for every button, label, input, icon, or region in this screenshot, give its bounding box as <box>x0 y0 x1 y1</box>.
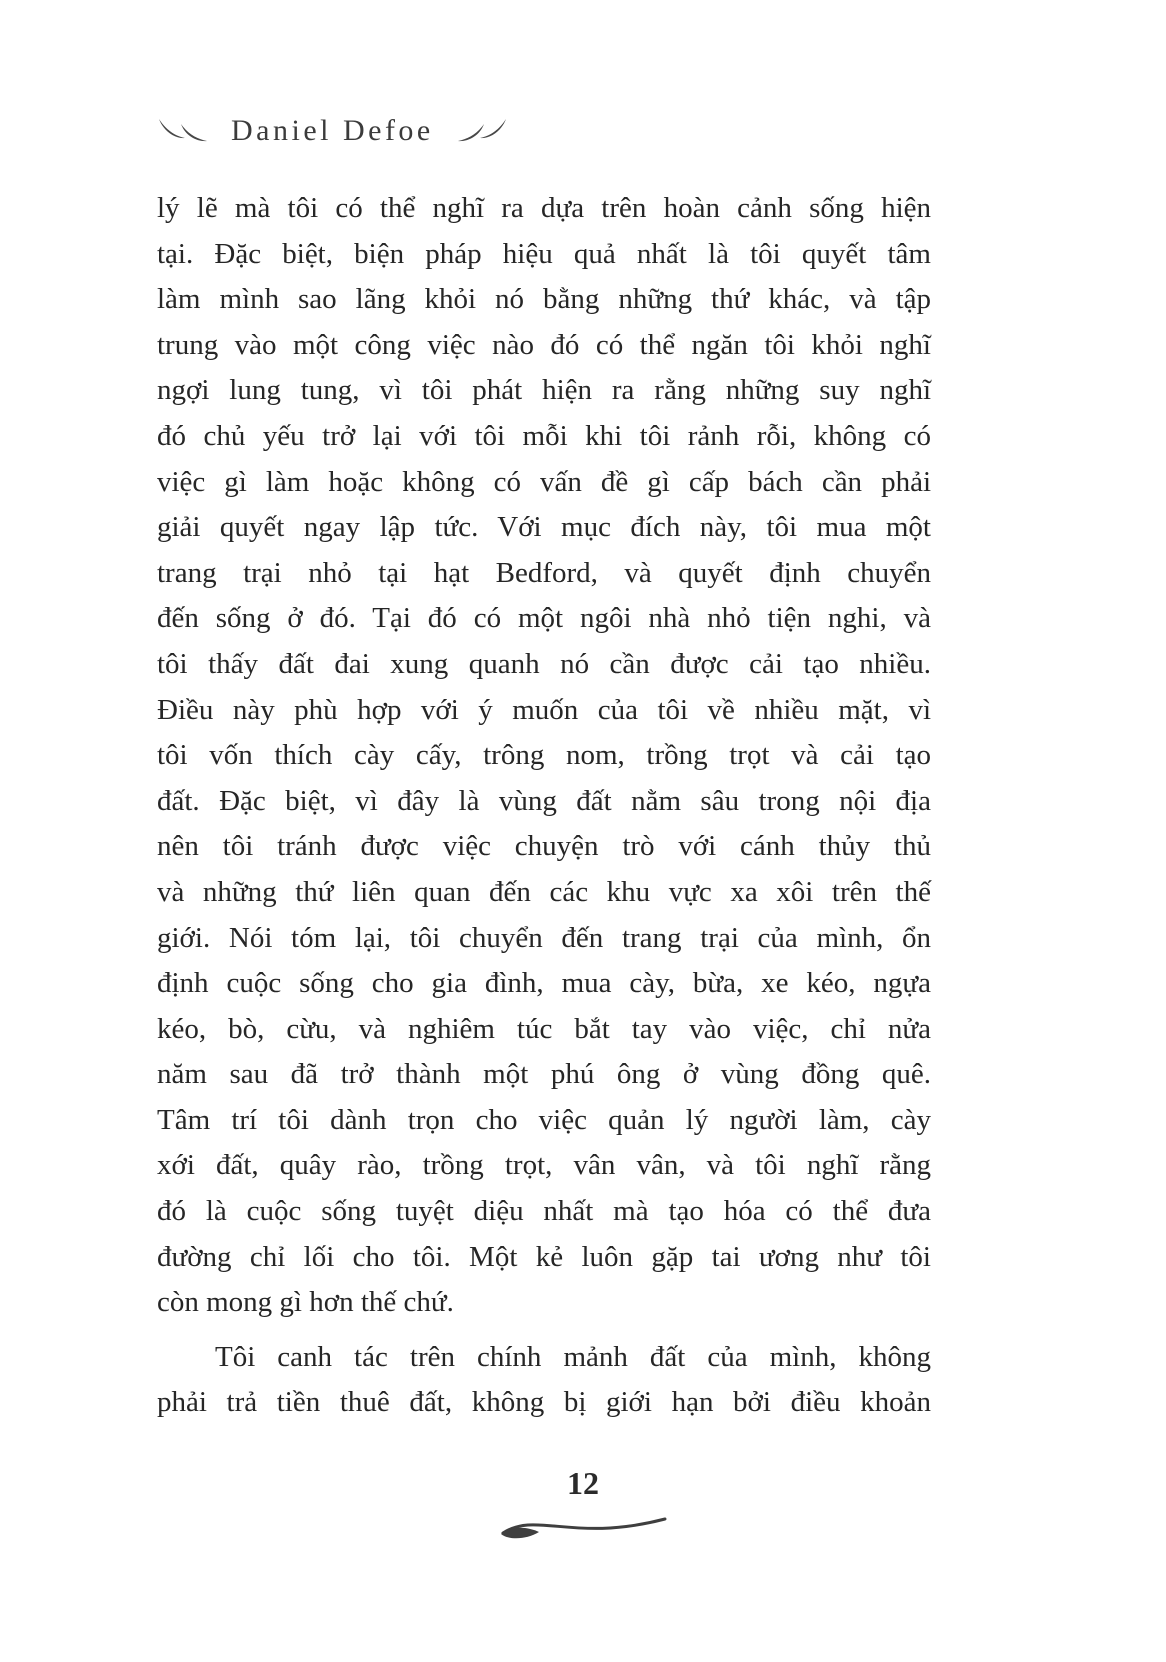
text-line: giới. Nói tóm lại, tôi chuyển đến trang trại của mình, ổn <box>157 921 931 954</box>
text-line: đất. Đặc biệt, vì đây là vùng đất nằm sâu trong nội địa <box>157 784 931 817</box>
text-line: và những thứ liên quan đến các khu vực xa xôi trên thế <box>157 875 931 908</box>
text-line: còn mong gì hơn thế chứ. <box>157 1286 454 1319</box>
text-line: trang trại nhỏ tại hạt Bedford, và quyết định chuyển <box>157 556 931 589</box>
text-line: định cuộc sống cho gia đình, mua cày, bừa, xe kéo, ngựa <box>157 967 931 1000</box>
text-line: tôi thấy đất đai xung quanh nó cần được cải tạo nhiều. <box>157 647 931 680</box>
text-line: đường chỉ lối cho tôi. Một kẻ luôn gặp tai ương như tôi <box>157 1240 931 1273</box>
text-line: giải quyết ngay lập tức. Với mục đích này, tôi mua một <box>157 511 931 544</box>
header-right-swash-icon <box>450 117 508 145</box>
footer-flourish-icon <box>495 1505 671 1550</box>
text-line: tại. Đặc biệt, biện pháp hiệu quả nhất là tôi quyết tâm <box>157 237 931 270</box>
author-name: Daniel Defoe <box>231 114 434 147</box>
text-line: xới đất, quây rào, trồng trọt, vân vân, và tôi nghĩ rằng <box>157 1149 931 1182</box>
text-line: năm sau đã trở thành một phú ông ở vùng đồng quê. <box>157 1058 931 1091</box>
text-line: làm mình sao lãng khỏi nó bằng những thứ khác, và tập <box>157 283 931 316</box>
page-number: 12 <box>567 1465 599 1501</box>
text-line: Tôi canh tác trên chính mảnh đất của mình, không <box>215 1340 931 1373</box>
page-header <box>157 114 508 148</box>
text-line: tôi vốn thích cày cấy, trông nom, trồng trọt và cải tạo <box>157 739 931 772</box>
text-line: phải trả tiền thuê đất, không bị giới hạn bởi điều khoản <box>157 1386 931 1419</box>
text-line: Tâm trí tôi dành trọn cho việc quản lý người làm, cày <box>157 1103 931 1136</box>
text-line: đến sống ở đó. Tại đó có một ngôi nhà nhỏ tiện nghi, và <box>157 602 931 635</box>
text-block <box>157 186 931 1426</box>
text-line: đó chủ yếu trở lại với tôi mỗi khi tôi rảnh rỗi, không có <box>157 419 931 452</box>
text-line: kéo, bò, cừu, và nghiêm túc bắt tay vào việc, chỉ nửa <box>157 1012 931 1045</box>
text-line: ngợi lung tung, vì tôi phát hiện ra rằng những suy nghĩ <box>157 374 931 407</box>
text-line: trung vào một công việc nào đó có thể ngăn tôi khỏi nghĩ <box>157 328 931 361</box>
text-line: lý lẽ mà tôi có thể nghĩ ra dựa trên hoàn cảnh sống hiện <box>157 192 931 224</box>
text-line: Điều này phù hợp với ý muốn của tôi về nhiều mặt, vì <box>157 693 931 726</box>
page-footer <box>0 1466 1166 1550</box>
text-line: việc gì làm hoặc không có vấn đề gì cấp bách cần phải <box>157 465 931 498</box>
text-line: nên tôi tránh được việc chuyện trò với cánh thủy thủ <box>157 830 931 863</box>
header-left-swash-icon <box>157 117 215 145</box>
text-line: đó là cuộc sống tuyệt diệu nhất mà tạo hóa có thể đưa <box>157 1195 931 1228</box>
paragraph <box>157 186 931 1326</box>
paragraph <box>157 1335 931 1426</box>
